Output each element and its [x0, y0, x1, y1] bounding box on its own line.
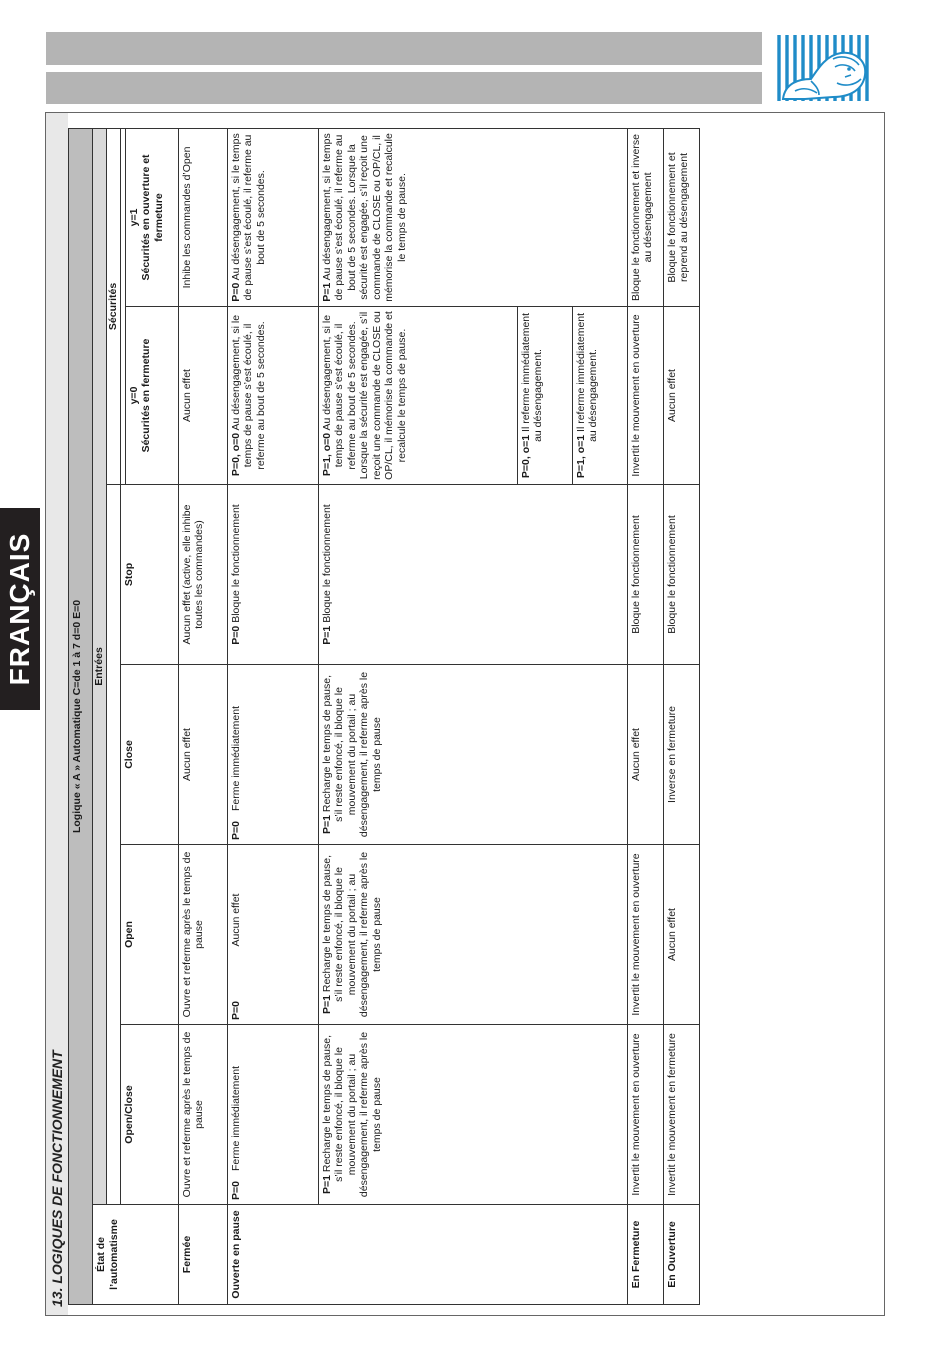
section-title: 13. LOGIQUES DE FONCTIONNEMENT — [49, 1050, 65, 1307]
header-close: Close — [120, 665, 178, 845]
p1-open-tag: P=1 — [320, 995, 333, 1015]
p1-open-text: Recharge le temps de pause, s’il reste enfoncé, il bloque le mouvement du portail ; au désengagement, il referme après le temps de pause — [320, 851, 383, 1018]
header-stop: Stop — [120, 485, 178, 665]
p0-y0-tag: P=0, o=0 — [229, 432, 242, 477]
p1-open-close-tag: P=1 — [320, 1175, 333, 1195]
fermee-y1: Inhibe les commandes d’Open — [178, 128, 227, 306]
p0-open-text: Aucun effet — [229, 893, 242, 947]
p0-stop-tag: P=0 — [229, 625, 242, 645]
p1-close-tag: P=1 — [320, 815, 333, 835]
en-ouverture-open: Aucun effet — [663, 845, 699, 1025]
header-open: Open — [120, 845, 178, 1025]
p1-y0 — [318, 307, 517, 485]
header-bar-bottom — [46, 72, 762, 104]
logic-header: Logique « A » Automatique C=de 1 à 7 d=0 E=0 — [69, 128, 93, 1304]
p0-close-tag: P=0 — [229, 821, 242, 840]
lion-logo-icon — [775, 33, 871, 105]
header-gap — [107, 485, 121, 1205]
fermee-stop: Aucun effet (active, elle inhibe toutes les commandes) — [178, 485, 227, 665]
header-securites: Sécurités — [107, 128, 121, 484]
p0-y1 — [227, 128, 318, 306]
header-etat: État de l’automatisme — [93, 1205, 179, 1305]
o1-a-tag: P=0, o=1 — [519, 434, 532, 479]
language-tab — [0, 508, 40, 710]
language-label: FRANÇAIS — [4, 532, 35, 686]
header-y1 — [125, 128, 178, 306]
p0-open-close — [227, 1025, 318, 1205]
p1-stop-text: Bloque le fonctionnement — [320, 504, 333, 623]
header-open-close: Open/Close — [120, 1025, 178, 1205]
p0-y0-text: Au désengagement, si le temps de pause s’est écoulé, il referme au bout de 5 secondes. — [229, 314, 267, 470]
en-ouverture-stop: Bloque le fonctionnement — [663, 485, 699, 665]
p1-stop-tag: P=1 — [320, 625, 333, 645]
p1-open-close-text: Recharge le temps de pause, s’il reste enfoncé, il bloque le mouvement du portail ; au désengagement, il referme après le temps de pause — [320, 1031, 383, 1198]
p0-y1-text: Au désengagement, si le temps de pause s’est écoulé, il referme au bout de 5 secondes. — [229, 133, 267, 301]
en-fermeture-y1: Bloque le fonctionnement et inverse au désengagement — [627, 128, 663, 306]
en-fermeture-close: Aucun effet — [627, 665, 663, 845]
p1-open — [318, 845, 627, 1025]
en-fermeture-stop: Bloque le fonctionnement — [627, 485, 663, 665]
fermee-y0: Aucun effet — [178, 307, 227, 485]
o1-b — [572, 307, 627, 485]
fermee-open: Ouvre et referme après le temps de pause — [178, 845, 227, 1025]
en-ouverture-open-close: Invertit le mouvement en fermeture — [663, 1025, 699, 1205]
fermee-open-close: Ouvre et referme après le temps de pause — [178, 1025, 227, 1205]
p1-y1-text: Au désengagement, si le temps de pause s’est écoulé, il referme au bout de 5 secondes. Lorsque la sécurité est engagée, s’il reçoit une commande de CLOSE ou OP/CL, il mémorise la commande et recalcule le temps de pause. — [320, 133, 408, 302]
header-y0 — [125, 307, 178, 485]
en-ouverture-y0: Aucun effet — [663, 307, 699, 485]
o1-b-tag: P=1, o=1 — [574, 434, 587, 479]
p1-y0-tag: P=1, o=0 — [320, 432, 333, 477]
fermee-close: Aucun effet — [178, 665, 227, 845]
p0-open-tag: P=0 — [229, 1001, 242, 1020]
p1-stop — [318, 485, 627, 665]
header-y1-sub: Sécurités en ouverture et fermeture — [140, 154, 165, 281]
p0-y1-tag: P=0 — [229, 282, 242, 302]
p0-stop — [227, 485, 318, 665]
en-fermeture-open: Invertit le mouvement en ouverture — [627, 845, 663, 1025]
header-entrees: Entrées — [93, 128, 107, 1204]
o1-a — [517, 307, 572, 485]
en-fermeture-open-close: Invertit le mouvement en ouverture — [627, 1025, 663, 1205]
logic-table — [68, 128, 700, 1305]
header-y0-label: y=0 — [127, 386, 140, 405]
p0-close — [227, 665, 318, 845]
o1-b-text: Il referme immédiatement au désengagement. — [574, 312, 599, 442]
en-ouverture-close: Inverse en fermeture — [663, 665, 699, 845]
state-ouverte: Ouverte en pause — [227, 1205, 627, 1305]
p1-y1-tag: P=1 — [320, 282, 333, 302]
p0-stop-text: Bloque le fonctionnement — [229, 504, 242, 623]
state-en-fermeture: En Fermeture — [627, 1205, 663, 1305]
state-fermee: Fermée — [178, 1205, 227, 1305]
p1-close — [318, 665, 627, 845]
rotated-content — [46, 113, 718, 1315]
state-en-ouverture: En Ouverture — [663, 1205, 699, 1305]
p1-close-text: Recharge le temps de pause, s’il reste enfoncé, il bloque le mouvement du portail ; au désengagement, il referme après le temps de pause — [320, 671, 383, 838]
p1-open-close — [318, 1025, 627, 1205]
en-ouverture-y1: Bloque le fonctionnement et reprend au désengagement — [663, 128, 699, 306]
header-bar-top — [46, 32, 762, 65]
p1-y1 — [318, 128, 627, 306]
o1-a-text: Il referme immédiatement au désengagement. — [519, 312, 544, 442]
header-y0-sub: Sécurités en fermeture — [140, 338, 152, 453]
p1-y0-text: Au désengagement, si le temps de pause s’est écoulé, il referme au bout de 5 secondes. Lorsque la sécurité est engagée, s’il reçoit une commande de CLOSE ou OP/CL, il mémorise la commande et recalcule le temps de pause. — [320, 311, 408, 480]
p0-open-close-tag: P=0 — [229, 1181, 242, 1200]
header-y1-label: y=1 — [127, 208, 140, 227]
p0-open-close-text: Ferme immédiatement — [229, 1065, 242, 1172]
en-fermeture-y0: Invertit le mouvement en ouverture — [627, 307, 663, 485]
p0-open — [227, 845, 318, 1025]
p0-y0 — [227, 307, 318, 485]
p0-close-text: Ferme immédiatement — [229, 705, 242, 812]
